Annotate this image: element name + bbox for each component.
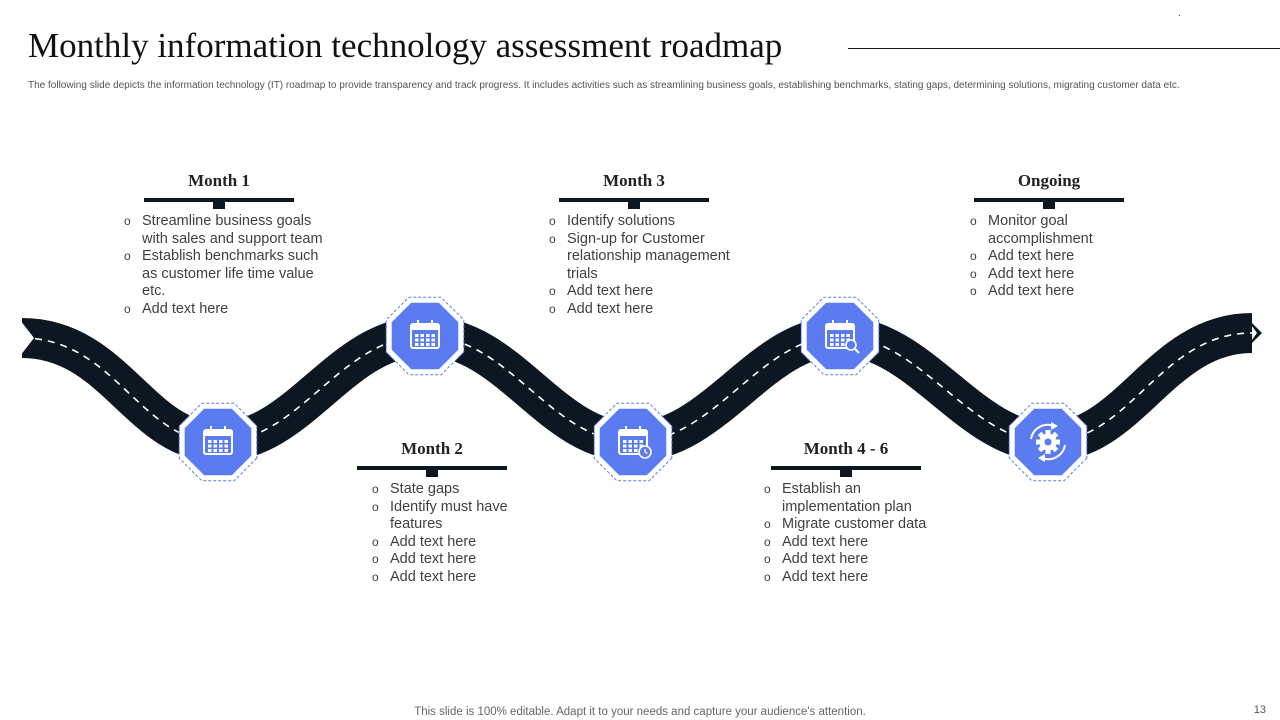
decorative-dot: . (1178, 8, 1181, 19)
list-item: o Sign-up for Customer relationship management trials (549, 231, 739, 284)
badge-fill (392, 303, 459, 370)
list-item: o Establish benchmarks such as customer life time value etc. (124, 248, 324, 301)
list-item: o Add text here (970, 283, 1135, 301)
milestone-points (124, 213, 324, 319)
milestone-points (372, 481, 522, 587)
milestone-connector (144, 198, 294, 202)
milestone-badge (1009, 403, 1087, 481)
list-item: o Identify must have features (372, 499, 522, 534)
list-item: o Add text here (549, 283, 739, 301)
list-item: o Add text here (970, 266, 1135, 284)
list-item: o Add text here (549, 301, 739, 319)
milestone-badge (594, 403, 672, 481)
page-subtitle: The following slide depicts the information technology (IT) roadmap to provide transparency and track progress. It includes activities such as streamlining business goals, establishing benchmarks, stating gaps, determining solutions, migrating customer data etc. (28, 80, 1180, 91)
list-item: o Add text here (764, 534, 944, 552)
milestone-connector (559, 198, 709, 202)
milestone-connector (771, 466, 921, 470)
list-item: o Monitor goal accomplishment (970, 213, 1135, 248)
milestone-badge (386, 297, 464, 375)
milestone-heading: Month 4 - 6 (803, 439, 889, 458)
milestone-points (764, 481, 944, 587)
page-number: 13 (1253, 704, 1266, 716)
milestone-badge (801, 297, 879, 375)
list-item: o Add text here (372, 534, 522, 552)
milestone-heading: Month 1 (188, 171, 250, 190)
calendar-clock-icon (619, 426, 651, 458)
list-item: o Establish an implementation plan (764, 481, 944, 516)
list-item: o Migrate customer data (764, 516, 944, 534)
milestone-connector (974, 198, 1124, 202)
milestone-month-1 (134, 171, 323, 319)
list-item: o Streamline business goals with sales and support team (124, 213, 324, 248)
list-item: o Identify solutions (549, 213, 739, 231)
milestone-heading: Ongoing (1017, 171, 1081, 190)
milestone-month-3 (549, 171, 730, 319)
milestone-connector (357, 466, 507, 470)
list-item: o Add text here (764, 569, 944, 587)
list-item: o Add text here (372, 551, 522, 569)
footer-note: This slide is 100% editable. Adapt it to your needs and capture your audience's attention. (414, 706, 866, 718)
list-item: o State gaps (372, 481, 522, 499)
milestone-month-2 (347, 439, 517, 587)
badge-fill (185, 409, 252, 476)
milestone-points (549, 213, 739, 319)
list-item: o Add text here (372, 569, 522, 587)
list-item: o Add text here (764, 551, 944, 569)
badge-fill (600, 409, 667, 476)
milestone-month-4-6 (761, 439, 931, 587)
badge-fill (807, 303, 874, 370)
milestone-ongoing (964, 171, 1134, 301)
list-item: o Add text here (970, 248, 1135, 266)
list-item: o Add text here (124, 301, 324, 319)
milestone-badge (179, 403, 257, 481)
page-title: Monthly information technology assessment roadmap (28, 26, 783, 65)
milestone-heading: Month 3 (603, 171, 665, 190)
milestone-heading: Month 2 (401, 439, 463, 458)
calendar-search-icon (826, 320, 859, 353)
milestone-points (970, 213, 1135, 301)
